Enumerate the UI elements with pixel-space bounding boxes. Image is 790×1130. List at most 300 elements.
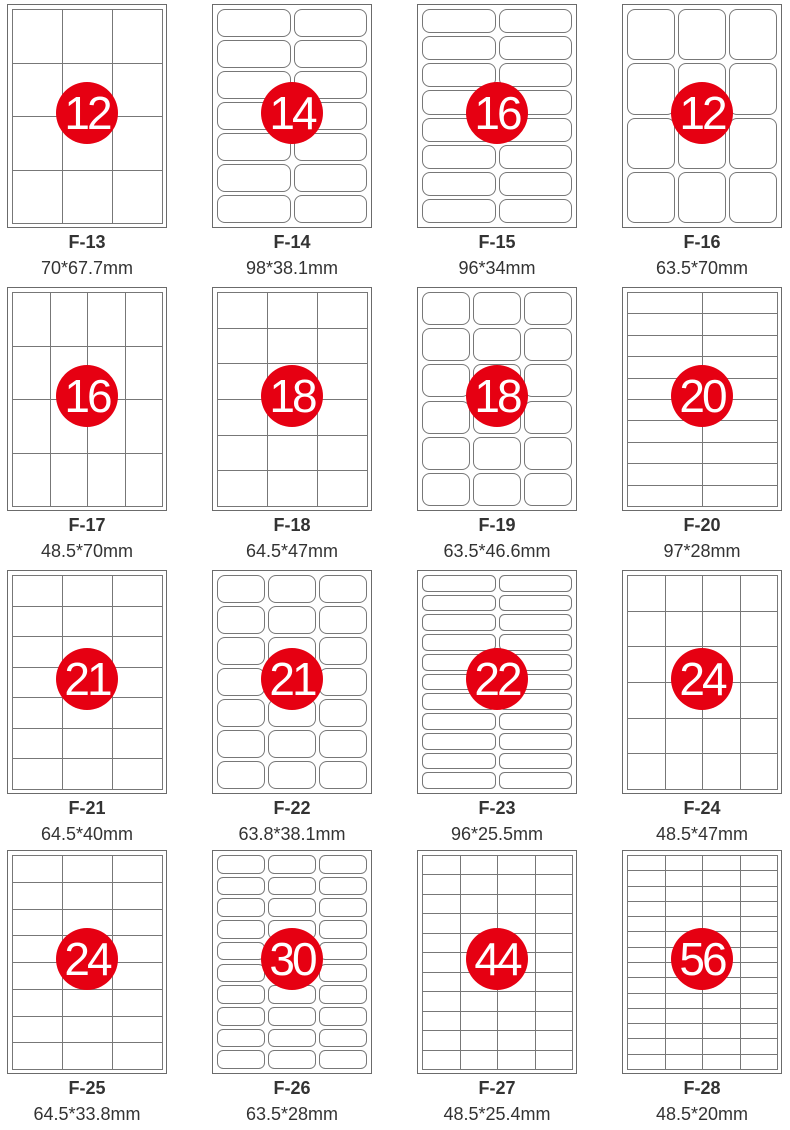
label-cell	[62, 606, 113, 638]
label-cell	[665, 901, 704, 917]
label-cell	[112, 170, 163, 225]
label-cell	[319, 575, 367, 603]
label-cell	[112, 989, 163, 1017]
label-cell	[422, 733, 496, 750]
label-cell	[740, 1008, 779, 1024]
label-cell	[702, 313, 778, 335]
label-size: 98*38.1mm	[245, 258, 339, 278]
label-cell	[627, 611, 666, 648]
label-cell	[217, 855, 265, 874]
label-cell	[112, 697, 163, 729]
label-cell	[422, 575, 496, 592]
label-size: 48.5*25.4mm	[443, 1104, 551, 1124]
label-cell	[422, 855, 461, 875]
label-cell	[499, 733, 573, 750]
label-cell	[729, 172, 777, 223]
label-cell	[317, 435, 368, 472]
label-cell	[319, 920, 367, 939]
label-cell	[319, 761, 367, 789]
label-cell	[12, 399, 51, 454]
label-cell	[12, 697, 63, 729]
label-cell	[740, 916, 779, 932]
label-cell	[702, 886, 741, 902]
product-code: F-21	[68, 798, 106, 818]
label-cell	[702, 575, 741, 612]
label-cell	[535, 874, 574, 894]
label-cell	[422, 9, 496, 33]
label-cell	[702, 1023, 741, 1039]
label-cell	[499, 199, 573, 223]
label-cell	[217, 292, 268, 329]
label-cell	[740, 611, 779, 648]
product-card	[0, 0, 197, 282]
product-code: F-13	[68, 232, 106, 252]
label-size: 70*67.7mm	[40, 258, 134, 278]
label-count-badge: 18	[466, 365, 528, 427]
label-cell	[319, 855, 367, 874]
label-cell	[627, 886, 666, 902]
label-cell	[740, 753, 779, 790]
label-cell	[627, 335, 703, 357]
label-size: 48.5*47mm	[655, 824, 749, 844]
label-count-badge: 14	[261, 82, 323, 144]
label-cell	[12, 170, 63, 225]
label-cell	[12, 989, 63, 1017]
label-cell	[665, 993, 704, 1009]
label-cell	[217, 668, 265, 696]
label-cell	[217, 637, 265, 665]
label-cell	[112, 1016, 163, 1044]
label-cell	[422, 1030, 461, 1050]
label-cell	[112, 606, 163, 638]
label-cell	[524, 292, 572, 325]
label-cell	[62, 989, 113, 1017]
label-cell	[319, 637, 367, 665]
label-cell	[499, 634, 573, 651]
label-cell	[665, 1038, 704, 1054]
label-count-badge: 22	[466, 648, 528, 710]
label-cell	[702, 993, 741, 1009]
label-cell	[217, 898, 265, 917]
label-cell	[702, 463, 778, 485]
label-cell	[112, 962, 163, 990]
label-cell	[665, 1023, 704, 1039]
label-cell	[422, 401, 470, 434]
label-cell	[535, 913, 574, 933]
label-cell	[12, 909, 63, 937]
label-cell	[740, 1038, 779, 1054]
label-count-badge: 24	[56, 928, 118, 990]
label-cell	[268, 761, 316, 789]
label-cell	[740, 993, 779, 1009]
label-size: 96*25.5mm	[450, 824, 544, 844]
label-size: 64.5*47mm	[245, 541, 339, 561]
label-cell	[294, 9, 368, 37]
product-card	[205, 283, 402, 565]
label-cell	[217, 699, 265, 727]
product-card	[0, 846, 197, 1128]
label-cell	[62, 728, 113, 760]
label-cell	[267, 328, 318, 365]
label-cell	[535, 972, 574, 992]
label-cell	[702, 753, 741, 790]
label-cell	[268, 855, 316, 874]
label-cell	[267, 470, 318, 507]
label-cell	[497, 1030, 536, 1050]
product-card	[615, 566, 790, 848]
label-cell	[702, 485, 778, 507]
label-cell	[499, 36, 573, 60]
label-cell	[422, 972, 461, 992]
product-code: F-23	[478, 798, 516, 818]
label-cell	[422, 933, 461, 953]
label-cell	[217, 920, 265, 939]
label-cell	[267, 292, 318, 329]
label-cell	[702, 901, 741, 917]
label-cell	[217, 877, 265, 896]
label-count-badge: 56	[671, 928, 733, 990]
label-cell	[12, 882, 63, 910]
label-cell	[740, 718, 779, 755]
label-cell	[499, 595, 573, 612]
label-cell	[50, 453, 89, 508]
label-cell	[499, 753, 573, 770]
label-cell	[12, 855, 63, 883]
label-cell	[460, 991, 499, 1011]
label-cell	[627, 977, 666, 993]
label-cell	[665, 753, 704, 790]
label-cell	[112, 116, 163, 171]
label-cell	[702, 335, 778, 357]
label-cell	[267, 435, 318, 472]
label-cell	[62, 1042, 113, 1070]
label-cell	[422, 595, 496, 612]
label-cell	[665, 1008, 704, 1024]
label-cell	[268, 575, 316, 603]
label-cell	[112, 1042, 163, 1070]
label-cell	[422, 713, 496, 730]
label-cell	[422, 952, 461, 972]
label-cell	[12, 453, 51, 508]
label-cell	[665, 718, 704, 755]
label-cell	[217, 9, 291, 37]
label-cell	[319, 730, 367, 758]
label-cell	[62, 882, 113, 910]
label-size: 63.5*46.6mm	[443, 541, 551, 561]
label-cell	[12, 1042, 63, 1070]
label-cell	[217, 435, 268, 472]
label-cell	[702, 1054, 741, 1070]
label-cell	[12, 636, 63, 668]
label-cell	[62, 170, 113, 225]
label-cell	[627, 993, 666, 1009]
label-cell	[125, 292, 164, 347]
label-cell	[319, 985, 367, 1004]
label-cell	[627, 1008, 666, 1024]
label-cell	[535, 855, 574, 875]
label-cell	[268, 877, 316, 896]
label-cell	[62, 575, 113, 607]
label-cell	[12, 9, 63, 64]
label-cell	[729, 118, 777, 169]
label-cell	[125, 346, 164, 401]
label-cell	[422, 1011, 461, 1031]
label-cell	[12, 728, 63, 760]
label-cell	[473, 437, 521, 470]
label-cell	[422, 772, 496, 789]
label-cell	[627, 463, 703, 485]
product-card	[205, 566, 402, 848]
label-cell	[112, 935, 163, 963]
product-card	[0, 566, 197, 848]
label-cell	[217, 1007, 265, 1026]
label-cell	[125, 453, 164, 508]
label-cell	[268, 1050, 316, 1069]
label-cell	[217, 399, 268, 436]
label-cell	[217, 942, 265, 961]
label-cell	[12, 962, 63, 990]
label-cell	[217, 195, 291, 223]
label-cell	[62, 855, 113, 883]
label-cell	[319, 668, 367, 696]
label-cell	[702, 292, 778, 314]
label-cell	[319, 1007, 367, 1026]
label-cell	[627, 718, 666, 755]
label-count-badge: 16	[56, 365, 118, 427]
label-cell	[524, 473, 572, 506]
label-cell	[422, 874, 461, 894]
label-cell	[497, 874, 536, 894]
product-code: F-22	[273, 798, 311, 818]
label-cell	[524, 364, 572, 397]
product-code: F-27	[478, 1078, 516, 1098]
label-cell	[524, 401, 572, 434]
label-cell	[217, 761, 265, 789]
label-cell	[422, 292, 470, 325]
label-size: 64.5*33.8mm	[33, 1104, 141, 1124]
label-cell	[740, 646, 779, 683]
label-cell	[627, 682, 666, 719]
label-cell	[319, 964, 367, 983]
label-cell	[497, 1050, 536, 1070]
label-cell	[112, 575, 163, 607]
label-cell	[294, 195, 368, 223]
product-code: F-28	[683, 1078, 721, 1098]
label-cell	[665, 855, 704, 871]
label-cell	[112, 63, 163, 118]
label-cell	[460, 855, 499, 875]
label-cell	[268, 1029, 316, 1048]
label-cell	[422, 328, 470, 361]
label-cell	[112, 758, 163, 790]
label-cell	[317, 470, 368, 507]
label-count-badge: 16	[466, 82, 528, 144]
label-size: 96*34mm	[458, 258, 536, 278]
label-cell	[294, 40, 368, 68]
label-cell	[317, 363, 368, 400]
product-code: F-16	[683, 232, 721, 252]
label-cell	[627, 485, 703, 507]
label-cell	[740, 855, 779, 871]
label-cell	[497, 855, 536, 875]
label-cell	[627, 870, 666, 886]
label-cell	[268, 898, 316, 917]
label-size: 63.8*38.1mm	[238, 824, 346, 844]
label-cell	[217, 606, 265, 634]
label-cell	[740, 870, 779, 886]
label-count-badge: 18	[261, 365, 323, 427]
label-cell	[319, 606, 367, 634]
label-cell	[740, 886, 779, 902]
label-cell	[702, 1008, 741, 1024]
label-cell	[535, 894, 574, 914]
label-cell	[50, 292, 89, 347]
label-size: 48.5*20mm	[655, 1104, 749, 1124]
label-cell	[665, 575, 704, 612]
label-cell	[217, 964, 265, 983]
label-cell	[627, 63, 675, 114]
label-cell	[217, 164, 291, 192]
label-cell	[268, 730, 316, 758]
label-cell	[535, 1050, 574, 1070]
label-count-badge: 24	[671, 648, 733, 710]
product-card	[410, 566, 607, 848]
label-cell	[627, 646, 666, 683]
label-cell	[62, 1016, 113, 1044]
label-cell	[319, 699, 367, 727]
label-cell	[535, 933, 574, 953]
label-cell	[499, 9, 573, 33]
label-cell	[702, 870, 741, 886]
label-cell	[702, 855, 741, 871]
label-size: 64.5*40mm	[40, 824, 134, 844]
label-cell	[473, 473, 521, 506]
label-cell	[740, 1054, 779, 1070]
product-code: F-18	[273, 515, 311, 535]
label-cell	[422, 145, 496, 169]
label-cell	[499, 713, 573, 730]
label-cell	[112, 855, 163, 883]
label-cell	[217, 328, 268, 365]
label-cell	[87, 292, 126, 347]
product-card	[410, 846, 607, 1128]
product-code: F-25	[68, 1078, 106, 1098]
label-cell	[627, 313, 703, 335]
label-cell	[497, 991, 536, 1011]
label-cell	[627, 916, 666, 932]
label-cell	[740, 901, 779, 917]
label-cell	[317, 292, 368, 329]
label-count-badge: 12	[56, 82, 118, 144]
product-card	[615, 0, 790, 282]
label-cell	[524, 328, 572, 361]
product-code: F-26	[273, 1078, 311, 1098]
label-cell	[740, 575, 779, 612]
label-cell	[268, 606, 316, 634]
label-cell	[627, 442, 703, 464]
label-cell	[62, 9, 113, 64]
product-card	[205, 846, 402, 1128]
label-cell	[678, 9, 726, 60]
label-cell	[317, 399, 368, 436]
label-count-badge: 21	[56, 648, 118, 710]
label-cell	[422, 199, 496, 223]
label-cell	[422, 634, 496, 651]
label-cell	[627, 1023, 666, 1039]
label-cell	[627, 292, 703, 314]
label-cell	[702, 611, 741, 648]
label-cell	[319, 942, 367, 961]
label-cell	[217, 1050, 265, 1069]
label-cell	[627, 118, 675, 169]
label-cell	[460, 894, 499, 914]
label-cell	[627, 931, 666, 947]
label-cell	[422, 753, 496, 770]
label-cell	[112, 882, 163, 910]
label-cell	[740, 947, 779, 963]
label-cell	[112, 909, 163, 937]
label-cell	[499, 145, 573, 169]
label-size: 63.5*28mm	[245, 1104, 339, 1124]
label-cell	[535, 991, 574, 1011]
product-code: F-17	[68, 515, 106, 535]
label-count-badge: 20	[671, 365, 733, 427]
label-cell	[112, 636, 163, 668]
product-code: F-24	[683, 798, 721, 818]
label-cell	[319, 1029, 367, 1048]
label-cell	[740, 682, 779, 719]
label-size: 97*28mm	[663, 541, 741, 561]
label-cell	[729, 9, 777, 60]
label-cell	[12, 1016, 63, 1044]
product-card	[615, 283, 790, 565]
label-cell	[627, 855, 666, 871]
label-cell	[217, 40, 291, 68]
label-cell	[740, 962, 779, 978]
label-cell	[12, 292, 51, 347]
label-cell	[422, 1050, 461, 1070]
label-cell	[422, 437, 470, 470]
label-cell	[535, 1011, 574, 1031]
label-cell	[460, 1030, 499, 1050]
label-cell	[497, 894, 536, 914]
label-cell	[460, 1011, 499, 1031]
label-count-badge: 30	[261, 928, 323, 990]
label-cell	[217, 730, 265, 758]
label-cell	[268, 1007, 316, 1026]
label-cell	[665, 870, 704, 886]
label-cell	[627, 575, 666, 612]
label-cell	[422, 36, 496, 60]
label-cell	[460, 1050, 499, 1070]
label-cell	[217, 985, 265, 1004]
label-cell	[665, 611, 704, 648]
label-cell	[319, 898, 367, 917]
label-cell	[740, 1023, 779, 1039]
label-cell	[535, 1030, 574, 1050]
label-cell	[62, 758, 113, 790]
label-size: 48.5*70mm	[40, 541, 134, 561]
label-cell	[702, 442, 778, 464]
label-cell	[422, 894, 461, 914]
label-count-badge: 44	[466, 928, 528, 990]
label-cell	[497, 1011, 536, 1031]
label-cell	[422, 913, 461, 933]
label-cell	[12, 116, 63, 171]
label-cell	[422, 473, 470, 506]
label-cell	[473, 292, 521, 325]
label-cell	[499, 772, 573, 789]
